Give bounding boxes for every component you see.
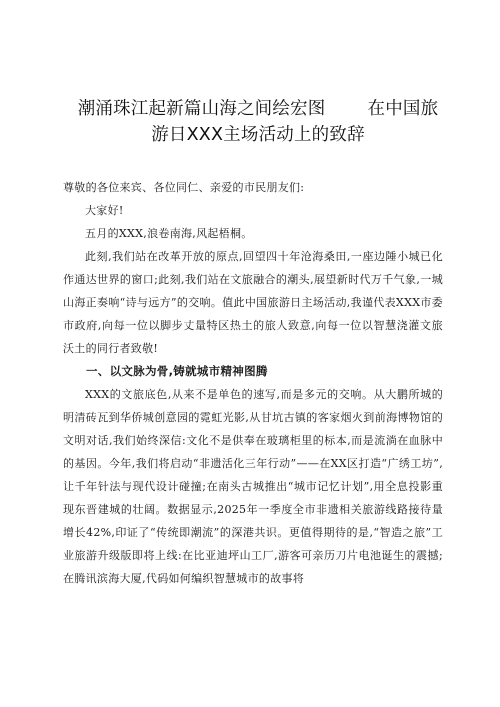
- paragraph-3: XXX的文旅底色,从来不是单色的速写,而是多元的交响。从大鹏所城的明清砖瓦到华侨城创意园的霓虹光影,从甘坑古镇的客家烟火到前海博物馆的文明对话,我们始终深信:文化不是供奉在玻璃柜里的标本,而是流淌在血脉中的基因。今年,我们将启动“非遗活化三年行动”——在XX区打造“广绣工坊”,让千年针法与现代设计碰撞;在南头古城推出“城市记忆计划”,用全息投影重现东晋建城的壮阔。数据显示,2025年一季度全市非遗相关旅游线路接待量增长42%,印证了“传统即潮流”的深港共识。更值得期待的是,“智造之旅”工业旅游升级版即将上线:在比亚迪坪山工厂,游客可亲历刀片电池诞生的震撼;在腾讯滨海大厦,代码如何编织智慧城市的故事将: [63, 388, 443, 585]
- title-line-1-part-2: 在中国旅: [367, 99, 439, 119]
- paragraph-1: 五月的XXX,浪卷南海,风起梧桐。: [85, 227, 253, 240]
- section-heading-1: 一、以文脉为骨,铸就城市精神图腾: [86, 364, 268, 378]
- salutation: 尊敬的各位来宾、各位同仁、亲爱的市民朋友们:: [63, 181, 305, 194]
- title-line-2: 游日XXX主场活动上的致辞: [151, 125, 365, 145]
- title-line-1: [68, 96, 448, 122]
- title-line-1-part-1: 潮涌珠江起新篇山海之间绘宏图: [77, 99, 326, 119]
- speech-title: [68, 96, 448, 148]
- greeting: 大家好!: [85, 204, 124, 217]
- paragraph-2: 此刻,我们站在改革开放的原点,回望四十年沧海桑田,一座边陲小城已化作通达世界的窗口;此刻,我们站在文旅融合的潮头,展望新时代万千气象,一城山海正奏响“诗与远方”的交响。值此中国旅游日主场活动,我谨代表XXX市委市政府,向每一位以脚步丈量特区热土的旅人致意,向每一位以智慧浇灌文旅沃土的同行者致敬!: [63, 250, 443, 355]
- speech-body: [63, 176, 443, 590]
